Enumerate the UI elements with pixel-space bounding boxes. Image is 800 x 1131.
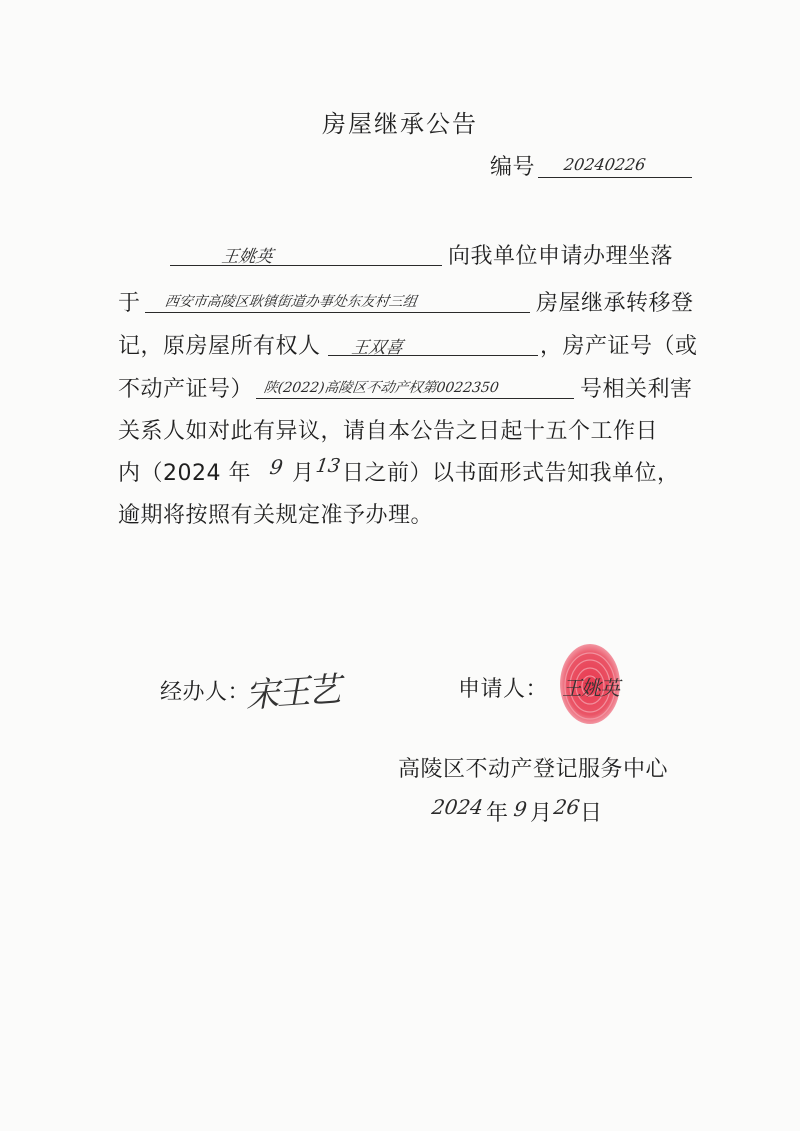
certificate-handwritten: 陕(2022)高陵区不动产权第0022350 <box>262 380 500 396</box>
text-apply: 向我单位申请办理坐落 <box>448 244 674 269</box>
footer-text-day: 日 <box>580 801 603 826</box>
paragraph-line-6a: 内（2024 年 <box>118 461 251 486</box>
applicant-handwritten: 王姚英 <box>220 247 275 267</box>
deadline-month-handwritten: 9 <box>268 455 285 479</box>
footer-day-handwritten: 26 <box>552 795 582 819</box>
text-cert: ，房产证号（或 <box>540 334 698 359</box>
owner-handwritten: 王双喜 <box>350 338 405 358</box>
number-underline <box>538 152 692 178</box>
footer-year-handwritten: 2024 <box>430 795 485 819</box>
paragraph-line-6b: 日之前）以书面形式告知我单位， <box>342 461 680 486</box>
certificate-underline <box>256 374 574 399</box>
location-underline <box>145 287 530 313</box>
text-yu: 于 <box>118 291 141 316</box>
footer-text-month: 月 <box>530 801 553 826</box>
paragraph-line-5: 关系人如对此有异议，请自本公告之日起十五个工作日 <box>118 419 659 444</box>
applicant-underline <box>170 240 442 266</box>
text-transfer-1: 房屋继承转移登 <box>536 291 694 316</box>
location-handwritten: 西安市高陵区耿镇街道办事处东友村三组 <box>163 294 418 310</box>
document-title: 房屋继承公告 <box>322 110 478 138</box>
applicant-signature: 王姚英 <box>562 676 619 700</box>
footer-text-year: 年 <box>486 801 509 826</box>
deadline-day-handwritten: 13 <box>314 455 342 477</box>
owner-underline <box>328 331 538 356</box>
applicant-label: 申请人： <box>458 677 549 702</box>
number-value: 20240226 <box>562 155 647 174</box>
footer-month-handwritten: 9 <box>512 797 529 821</box>
handler-signature: 宋王艺 <box>243 669 340 717</box>
paragraph-line-7: 逾期将按照有关规定准予办理。 <box>118 503 434 528</box>
text-cert-2: 不动产证号） <box>118 377 254 402</box>
organization-name: 高陵区不动产登记服务中心 <box>398 757 669 782</box>
number-label: 编号 <box>490 155 536 180</box>
text-related: 号相关利害 <box>580 377 693 402</box>
handler-label: 经办人： <box>160 680 251 705</box>
text-transfer-2: 记，原房屋所有权人 <box>118 334 321 359</box>
text-month: 月 <box>292 461 315 486</box>
